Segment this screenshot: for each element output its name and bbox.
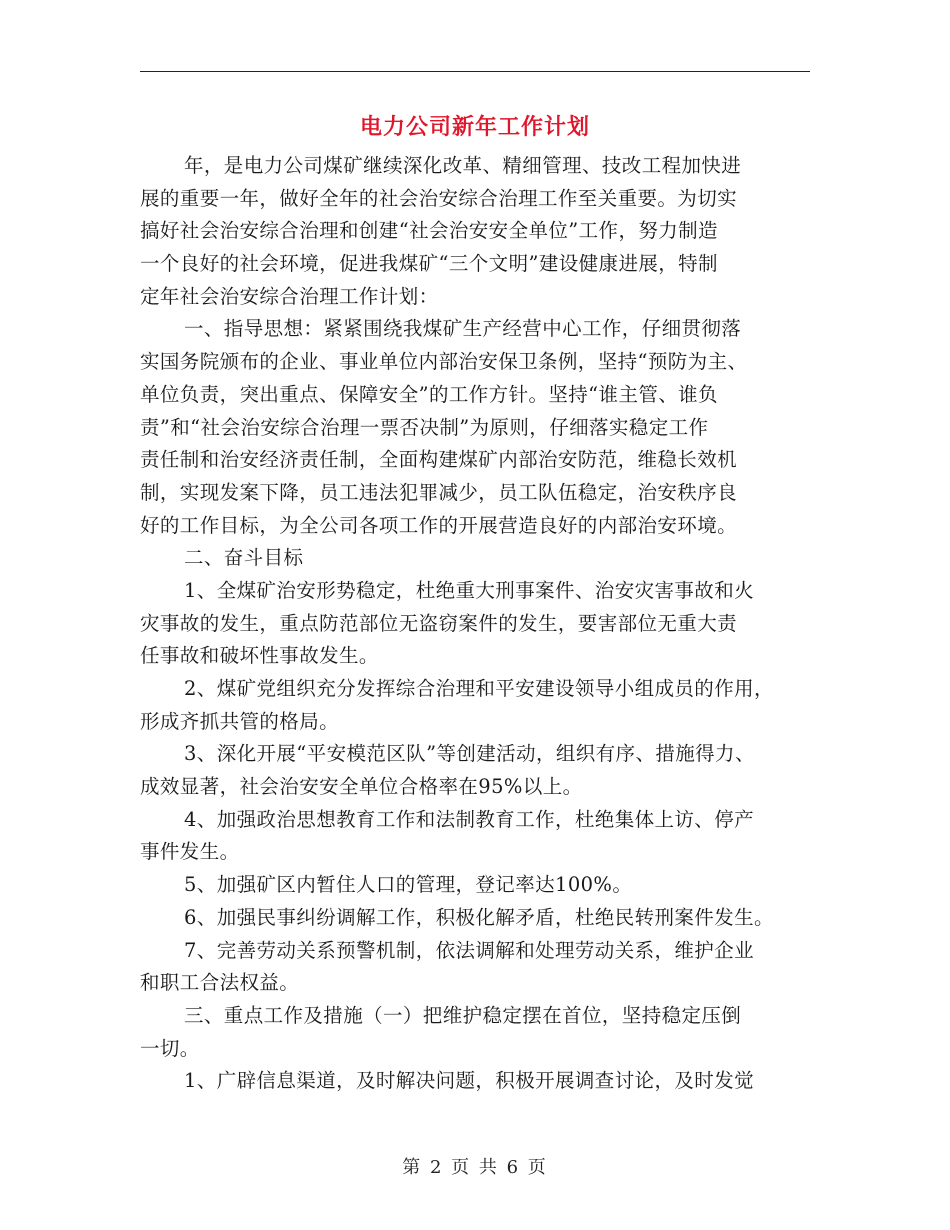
text-line: 三、重点工作及措施（一）把维护稳定摆在首位，坚持稳定压倒 <box>184 1003 742 1027</box>
text-line: 一切。 <box>140 1036 200 1060</box>
document-title: 电力公司新年工作计划 <box>359 115 590 140</box>
text-line: 形成齐抓共管的格局。 <box>140 709 340 733</box>
page-footer: 第 2 页 共 6 页 <box>402 1157 548 1178</box>
text-line: 实国务院颁布的企业、事业单位内部治安保卫条例，坚持“预防为主、 <box>140 350 748 374</box>
text-line: 搞好社会治安综合治理和创建“社会治安安全单位”工作，努力制造 <box>140 219 718 243</box>
text-line: 事件发生。 <box>140 840 240 864</box>
text-line: 1、全煤矿治安形势稳定，杜绝重大刑事案件、治安灾害事故和火 <box>184 578 755 602</box>
text-line: 定年社会治安综合治理工作计划： <box>140 284 439 308</box>
text-line: 2、煤矿党组织充分发挥综合治理和平安建设领导小组成员的作用， <box>184 677 774 700</box>
text-line: 5、加强矿区内暂住人口的管理，登记率达100%。 <box>184 873 633 897</box>
text-line: 6、加强民事纠纷调解工作，积极化解矛盾，杜绝民转刑案件发生。 <box>184 905 774 929</box>
text-line: 任事故和破坏性事故发生。 <box>140 644 379 668</box>
text-line: 责任制和治安经济责任制，全面构建煤矿内部治安防范，维稳长效机 <box>140 448 738 472</box>
text-line: 灾事故的发生，重点防范部位无盗窃案件的发生，要害部位无重大责 <box>140 611 738 635</box>
text-line: 制，实现发案下降，员工违法犯罪减少，员工队伍稳定，治安秩序良 <box>140 480 738 504</box>
text-line: 1、广辟信息渠道，及时解决问题，积极开展调查讨论，及时发觉 <box>184 1069 755 1093</box>
text-line: 3、深化开展“平安模范区队”等创建活动，组织有序、措施得力、 <box>184 742 755 766</box>
text-line: 成效显著，社会治安安全单位合格率在95%以上。 <box>140 775 583 799</box>
text-line: 好的工作目标，为全公司各项工作的开展营造良好的内部治安环境。 <box>140 513 738 537</box>
header-rule <box>140 71 810 72</box>
text-line: 7、完善劳动关系预警机制，依法调解和处理劳动关系，维护企业 <box>184 938 755 962</box>
text-line: 二、奋斗目标 <box>184 546 304 570</box>
text-line: 一个良好的社会环境，促进我煤矿“三个文明”建设健康进展，特制 <box>140 252 718 276</box>
document-body <box>140 150 820 1098</box>
text-line: 展的重要一年，做好全年的社会治安综合治理工作至关重要。为切实 <box>140 186 738 210</box>
text-line: 责”和“社会治安综合治理一票否决制”为原则，仔细落实稳定工作 <box>140 415 709 439</box>
text-line: 一、指导思想：紧紧围绕我煤矿生产经营中心工作，仔细贯彻落 <box>184 317 742 341</box>
text-line: 年，是电力公司煤矿继续深化改革、精细管理、技改工程加快进 <box>184 154 742 177</box>
text-line: 和职工合法权益。 <box>140 971 300 995</box>
text-line: 单位负责，突出重点、保障安全”的工作方针。坚持“谁主管、谁负 <box>140 382 718 406</box>
text-line: 4、加强政治思想教育工作和法制教育工作，杜绝集体上访、停产 <box>184 807 755 831</box>
